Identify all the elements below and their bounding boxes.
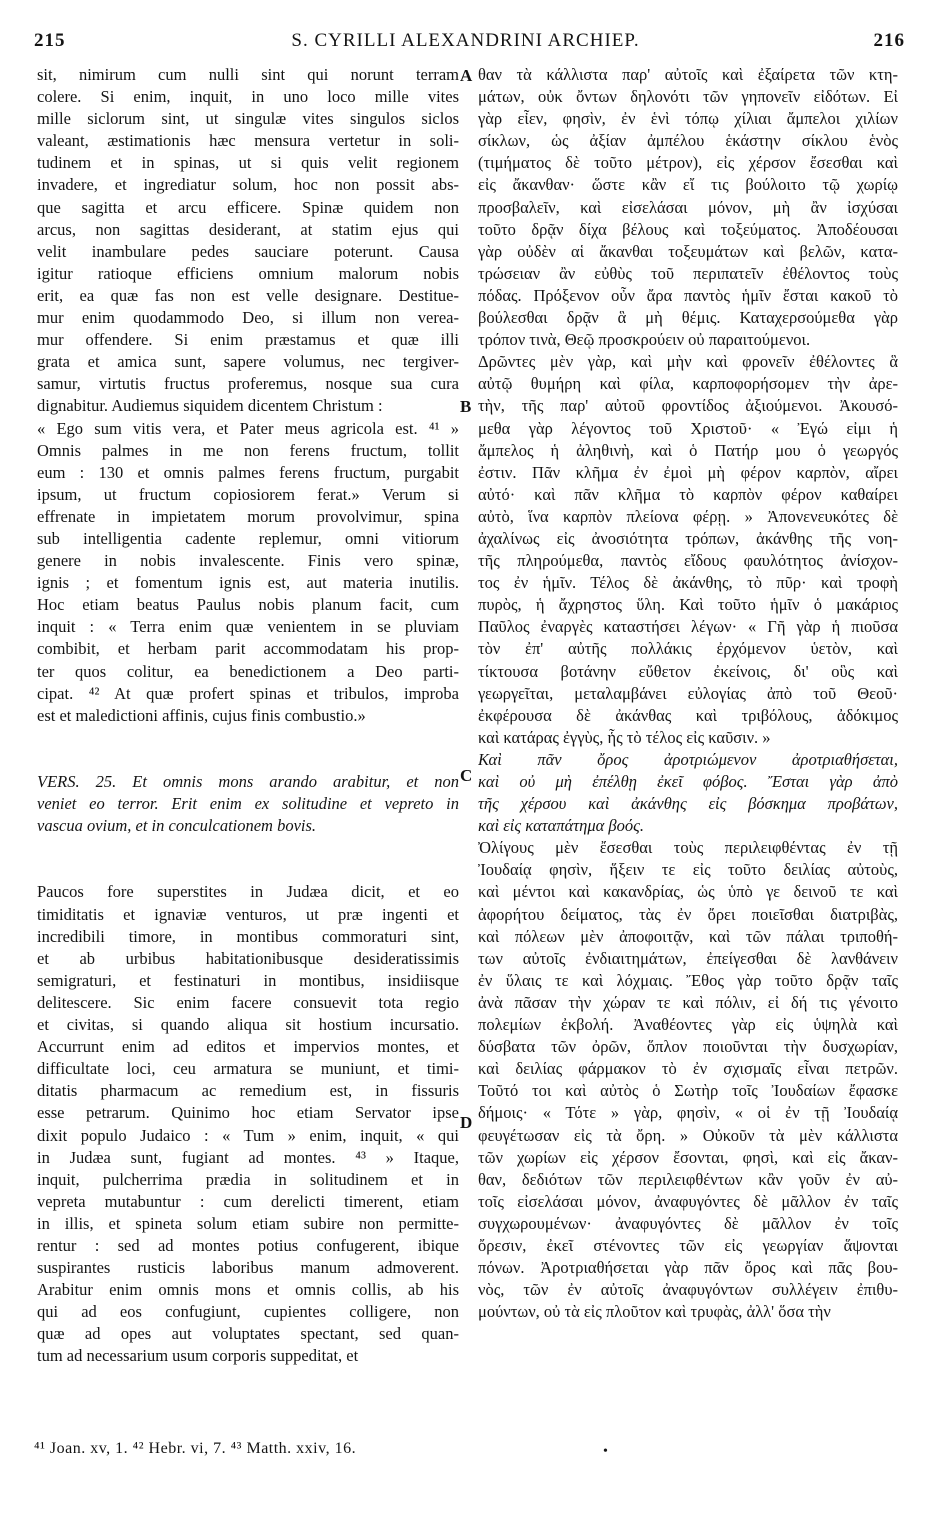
latin-text-line: in Judæa sunt, fugiant ad montes. ⁴³ » Itaque,: [37, 1147, 459, 1167]
greek-text-line: θαν τὰ κάλλιστα παρ' αὐτοῖς καὶ ἐξαίρετα τῶν κτη-: [478, 65, 898, 84]
latin-text-line: tum ad necessarium usum corporis suppeditat, et: [37, 1346, 359, 1366]
greek-text-line: νὸς, τῶν ἐν αὐτοῖς ἀναφυγόντων συλλέγειν ἐπιθυ-: [478, 1280, 898, 1300]
greek-text-line: καὶ κατάρας ἐγγὺς, ἧς τὸ τέλος εἰς καῦσιν. »: [478, 727, 771, 747]
greek-text-line: δύσβατα τῶν ὀρῶν, ὅπλον ποιοῦνται τὴν δυσχωρίαν,: [478, 1037, 898, 1057]
latin-text-line: vepreta mutabuntur : cum derelicti timerent, etiam: [37, 1191, 459, 1211]
greek-text-line: τρόπον τινὰ, Θεῷ προσκρούειν οὐ παραιτούμενοι.: [478, 330, 811, 350]
greek-text-line: ὄρεσιν, ἐκεῖ στένοντες τῶν εἰς γεωργίαν ἅψονται: [478, 1235, 898, 1255]
page-number-right: 216: [873, 30, 905, 51]
latin-text-line: eum : 130 et omnis palmes ferens fructum, purgabit: [37, 462, 459, 482]
latin-text-line: mille siclorum sint, ut singulæ vites singulos siclos: [37, 109, 459, 129]
latin-text-line: delitescere. Sic enim facere consuevit tota regio: [37, 992, 459, 1012]
greek-text-line: προσβαλεῖν, καὶ εἰσελάσαι μόνον, μὴ ἂν ἰσχύσαι: [478, 197, 898, 217]
greek-text-line: δήμοις· « Τότε » γὰρ, φησὶν, « οἱ ἐν τῇ Ἰουδαίᾳ: [478, 1103, 898, 1123]
greek-text-line: θαν, δεδιότων τῶν περιλειφθέντων κἂν γοῦν ἐν αὐ-: [478, 1169, 898, 1189]
greek-text-line: βούλεσθαι δρᾷν ἃ μὴ θέμις. Καταχερσούμεθα γὰρ: [478, 308, 898, 328]
greek-text-line: καὶ μέντοι καὶ κακανδρίας, ὡς ὑπὸ γε δεινοῦ τε καὶ: [478, 882, 898, 902]
latin-text-line: sub intelligentia cadente replemur, omni vitiorum: [37, 528, 459, 548]
greek-text-line: ἐν ὕλαις τε καὶ λόχμαις. Ἔθος γὰρ τοῦτο δρᾷν ταῖς: [478, 970, 898, 990]
latin-text-line: arcus, non sagittas desiderant, at statim ejus qui: [37, 219, 459, 239]
greek-text-line: τὸν ἐπ' αὐτῆς πολλάκις ἐρχόμενον ὑετὸν, καὶ: [478, 639, 898, 659]
greek-text-line: Ἰουδαίᾳ φησὶν, ἥξειν τε εἰς τοῦτο δειλίας αὐτοὺς,: [478, 860, 898, 880]
greek-text-line: (τιμήματος δὲ τοῦτο μέτρον), εἰς χέρσον ἔσεσθαι καὶ: [478, 153, 898, 173]
latin-text-line: esse petrarum. Quinimo hoc etiam Servator ipse: [37, 1103, 459, 1123]
latin-text-line: inquit : « Terra enim quæ venientem in se pluviam: [37, 617, 459, 637]
latin-text-line: quæ ad opes aut voluptates spectant, sed quan-: [37, 1324, 459, 1344]
greek-text-line: ἐκφέρουσα δὲ ἀκάνθας καὶ τριβόλους, ἀδόκιμος: [478, 705, 898, 725]
latin-text-line: samur, virtutis fructus proferemus, nosque sua cura: [37, 374, 459, 394]
greek-text-line: τῆς πληρούμεθα, παντὸς εἴδους φαυλότητος ἀνίσχον-: [478, 551, 898, 571]
latin-text-line: Omnis palmes in me non ferens fructum, tollit: [37, 440, 459, 460]
latin-text-line: mur offendere. Si enim præstamus et quæ illi: [37, 330, 459, 350]
greek-text-line: γεωργεῖται, μεταλαμβάνει εὐλογίας ἀπὸ τοῦ Θεοῦ·: [478, 683, 898, 703]
latin-text-line: Hoc etiam beatus Paulus nobis planum facit, cum: [37, 595, 459, 615]
greek-text-line: Τοῦτό τοι καὶ αὐτὸς ὁ Σωτὴρ τοῖς Ἰουδαίων ἔφασκε: [478, 1081, 898, 1101]
latin-text-line: « Ego sum vitis vera, et Pater meus agricola est. ⁴¹ »: [37, 418, 459, 438]
greek-text-line: Καὶ πᾶν ὄρος ἀροτριώμενον ἀροτριαθήσεται,: [478, 749, 898, 769]
latin-text-line: colere. Si enim, inquit, in uno loco mille vites: [37, 87, 459, 107]
greek-text-line: εἰς ἄκανθαν· ὥστε κἂν εἴ τις βούλοιτο τῷ χωρίῳ: [478, 175, 898, 195]
greek-text-line: αὐτὸ, ἵνα καρπὸν πλείονα φέρῃ. » Ἀπονενευκότες δὲ: [478, 506, 898, 526]
latin-text-line: [37, 837, 459, 859]
latin-text-line: tudinem et in spinas, ut si quis velit regionem: [37, 153, 459, 173]
greek-text-line: ἄμπελος ἡ ἀληθινὴ, καὶ ὁ Πατήρ μου ὁ γεωργός: [478, 440, 898, 460]
greek-text-line: τίκτουσα βοτάνην εὔθετον ἐκείνοις, δι' οὓς καὶ: [478, 661, 898, 681]
greek-text-line: τὴν, τῆς παρ' αὐτοῦ φροντίδος ἀξιούμενοι. Ἀκουσό-: [478, 396, 898, 416]
greek-text-line: Παῦλος ἐναργὲς καταστήσει λέγων· « Γῆ γὰρ ἡ πιοῦσα: [478, 617, 898, 637]
greek-text-line: ἀνὰ πᾶσαν τὴν χώραν τε καὶ πόλιν, εἰ δή τις γένοιτο: [478, 992, 898, 1012]
margin-marker-a: A: [460, 66, 473, 85]
greek-text-line: συγχωρουμένων· ἀναφυγόντες δὲ μᾶλλον ἐν τοῖς: [478, 1213, 898, 1233]
latin-text-line: difficultate loci, ceu armatura se muniunt, et timi-: [37, 1059, 459, 1079]
greek-text-line: ἀφορήτου δείματος, τὰς ἐν ὄρει ποιεῖσθαι διατριβὰς,: [478, 904, 898, 924]
latin-text-line: in illis, et spineta solum etiam subire non permitte-: [37, 1213, 459, 1233]
latin-text-line: rentur : sed ad montes potius confugerent, ibique: [37, 1235, 459, 1255]
latin-text-line: igitur ratioque efficiens omnium malorum nobis: [37, 263, 459, 283]
greek-text-line: καὶ οὐ μὴ ἐπέλθῃ ἐκεῖ φόβος. Ἔσται γὰρ ἀπὸ: [478, 772, 898, 791]
running-header: [0, 30, 931, 58]
greek-text-line: τῆς χέρσου καὶ ἀκάνθης εἰς βόσκημα προβάτων,: [478, 794, 898, 814]
latin-text-line: Accurrunt enim ad editos et impervios montes, et: [37, 1037, 459, 1057]
latin-text-line: ter quos colitur, ea benedictionem a Deo parti-: [37, 661, 459, 681]
latin-text-line: vascua ovium, et in conculcationem bovis.: [37, 816, 317, 836]
latin-text-line: suspirantes rusticis laboribus manum admoverent.: [37, 1258, 459, 1278]
margin-marker-d: D: [460, 1113, 473, 1132]
latin-text-line: qui ad eos confugiunt, cupientes colligere, non: [37, 1302, 459, 1322]
latin-text-line: velit inambulare pedes sauciare poterunt. Causa: [37, 241, 459, 261]
latin-text-line: timiditatis et ignaviæ venturos, ut præ ingenti et: [37, 904, 459, 924]
latin-text-line: effrenate in impietatem morum provolvimur, spina: [37, 506, 459, 526]
greek-text-line: φευγέτωσαν εἰς τὰ ὄρη. » Οὐκοῦν τὰ μὲν κάλλιστα: [478, 1125, 898, 1145]
latin-text-line: incredibili timore, in montibus commoraturi sint,: [37, 926, 459, 946]
greek-text-line: πόδας. Πρόξενον οὖν ἄρα παντὸς ἡμῖν ἔσται κακοῦ τὸ: [478, 285, 898, 305]
page-number-left: 215: [34, 30, 66, 51]
greek-text-line: πυρὸς, ἡ ἄχρηστος ὕλη. Καὶ τοῦτο ἡμῖν ὁ μακάριος: [478, 595, 898, 615]
latin-text-line: grata et amica sunt, sapere volumus, nec tergiver-: [37, 352, 459, 372]
bullet-mark: •: [603, 1444, 608, 1459]
latin-text-line: et ab urbibus habitationibusque desideratissimis: [37, 948, 459, 968]
latin-text-line: mur enim quodammodo Deo, si illum non verea-: [37, 308, 459, 328]
latin-text-line: veniet eo terror. Erit enim ex solitudine et vepreto in: [37, 794, 459, 814]
latin-text-line: ditatis pharmacum ac remedium est, in fissuris: [37, 1081, 459, 1101]
margin-marker-c: C: [460, 766, 473, 785]
greek-column: [478, 64, 898, 1323]
greek-text-line: μεθα γὰρ λέγοντος τοῦ Χριστοῦ· « Ἐγώ εἰμι ἡ: [478, 418, 898, 438]
latin-text-line: erit, ea quæ fas non est velle designare. Destitue-: [37, 285, 459, 305]
latin-text-line: combibit, et herbam parit accommodatam his prop-: [37, 639, 459, 659]
latin-text-line: ipsum, ut fructum copiosiorem ferat.» Verum si: [37, 484, 459, 504]
running-title: S. CYRILLI ALEXANDRINI ARCHIEP.: [291, 30, 640, 51]
latin-text-line: VERS. 25. Et omnis mons arando arabitur, et non: [37, 772, 459, 791]
latin-text-line: Arabitur enim omnis mons et omnis collis, ab his: [37, 1280, 459, 1300]
greek-text-line: γὰρ εἶεν, φησὶν, ἐν ἑνὶ τόπῳ χίλιαι ἄμπελοι χιλίων: [478, 109, 898, 129]
latin-text-line: que sagitta et arcu efficere. Spinæ quidem non: [37, 197, 459, 217]
latin-text-line: [37, 749, 459, 771]
latin-text-line: semigraturi, et festinaturi in montibus, insidiisque: [37, 970, 459, 990]
latin-text-line: inquit, pulcherrima prædia in solitudinem et in: [37, 1169, 459, 1189]
greek-text-line: καὶ πόλεων μὲν ἀποφοιτᾷν, καὶ τῶν πάλαι τριποθή-: [478, 926, 898, 946]
greek-text-line: τοῖς εἰσελάσαι μόνον, ἀναφυγόντες δὲ μᾶλλον ἐν ταῖς: [478, 1191, 898, 1211]
greek-text-line: μάτων, οὐκ ὄντων δηλονότι τῶν γηπονεῖν εἰδότων. Εἰ: [478, 87, 898, 107]
latin-text-line: et civitas, si quando aliqua sit hostium incursatio.: [37, 1015, 459, 1035]
latin-text-line: [37, 727, 459, 749]
greek-text-line: τῶν χωρίων εἰς χέρσον ἔσονται, φησὶ, καὶ εἰς ἄκαν-: [478, 1147, 898, 1167]
latin-text-line: invadere, et ingrediatur solum, hoc non possit abs-: [37, 175, 459, 195]
greek-text-line: των αὐτοῖς ἐνδιαιτημάτων, ἐπείγεσθαι δὲ λανθάνειν: [478, 948, 898, 968]
greek-text-line: τος ἐν ἡμῖν. Τέλος δὲ ἀκάνθης, τὸ πῦρ· καὶ τροφὴ: [478, 573, 898, 593]
latin-text-line: genere in nobis invalescente. Finis vero spinæ,: [37, 551, 459, 571]
greek-text-line: ἀχαλίνως εἰς ἀνοσιότητα τρόπων, ἀκάνθης τῆς νοη-: [478, 528, 898, 548]
greek-text-line: πολεμίων ἐκβολή. Ἀναθέοντες γὰρ εἰς ὑψηλὰ καὶ: [478, 1015, 898, 1035]
latin-text-line: dixit populo Judaico : « Tum » enim, inquit, « qui: [37, 1125, 459, 1145]
greek-text-line: πόνων. Ἀροτριαθήσεται γὰρ πᾶν ὄρος καὶ πᾶς βου-: [478, 1258, 898, 1278]
greek-text-line: αὐτῷ θυμήρη καὶ φίλα, καρποφορήσομεν τὴν ἀρε-: [478, 374, 898, 394]
greek-text-line: γὰρ οὐδὲν αἱ ἄκανθαι τοξευμάτων καὶ βελῶν, κατα-: [478, 241, 898, 261]
greek-text-line: ἐστιν. Πᾶν κλῆμα ἐν ἐμοὶ μὴ φέρον καρπὸν, αἴρει: [478, 462, 898, 482]
latin-text-line: valeant, æstimationis hæc mensura vertetur in soli-: [37, 131, 459, 151]
greek-text-line: καὶ εἰς καταπάτημα βοός.: [478, 816, 644, 836]
greek-text-line: τοῦτο δρᾷν δίχα βέλους καὶ τοξεύματος. Ἀποδέουσαι: [478, 219, 898, 239]
latin-text-line: cipat. ⁴² At quæ profert spinas et tribulos, improba: [37, 683, 459, 703]
margin-marker-b: B: [460, 397, 472, 416]
latin-text-line: dignabitur. Audiemus siquidem dicentem Christum :: [37, 396, 383, 416]
greek-text-line: Δρῶντες μὲν γὰρ, καὶ μὴν καὶ φρονεῖν ἐθέλοντες ἃ: [478, 352, 898, 372]
greek-text-line: καὶ δειλίας φάρμακον τὸ ἐν σχισμαῖς εἶναι πετρῶν.: [478, 1059, 898, 1079]
latin-text-line: sit, nimirum cum nulli sint qui norunt terram: [37, 65, 459, 84]
latin-text-line: est et maledictioni affinis, cujus finis combustio.»: [37, 705, 366, 725]
greek-text-line: σίκλων, ὡς ἀξίαν ἀμπέλου ἑκάστην σίκλου ἑνὸς: [478, 131, 898, 151]
footnotes: ⁴¹ Joan. xv, 1. ⁴² Hebr. vi, 7. ⁴³ Matth. xxiv, 16.: [34, 1440, 357, 1457]
latin-text-line: ignis ; et fomentum ignis est, aut materia inutilis.: [37, 573, 459, 593]
latin-text-line: [37, 859, 459, 881]
greek-text-line: μούντων, οὐ τὰ εἰς πλοῦτον καὶ τρυφὰς, ἀλλ' ὅσα τὴν: [478, 1302, 831, 1322]
greek-text-line: αὐτό· καὶ πᾶν κλῆμα τὸ καρπὸν φέρον καθαίρει: [478, 484, 898, 504]
latin-column: [37, 64, 459, 1368]
greek-text-line: Ὀλίγους μὲν ἔσεσθαι τοὺς περιλειφθέντας ἐν τῇ: [478, 838, 898, 858]
greek-text-line: τρώσειαν ἂν εὐθὺς τοῦ περιπατεῖν ἐθέλοντος τοὺς: [478, 263, 898, 283]
latin-text-line: Paucos fore superstites in Judæa dicit, et eo: [37, 882, 459, 902]
